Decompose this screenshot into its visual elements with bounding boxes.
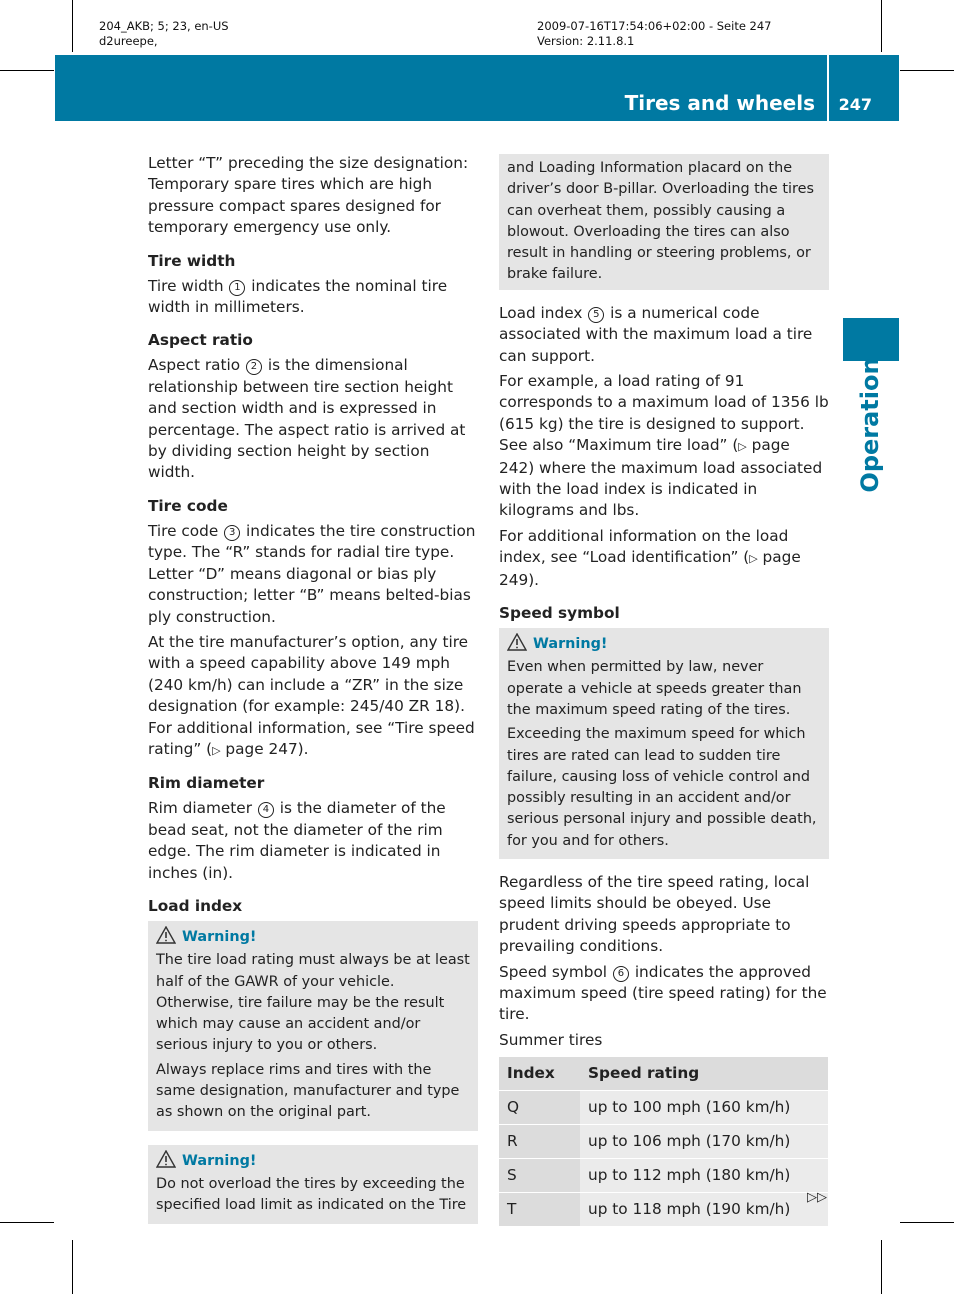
warning-triangle-icon bbox=[156, 1150, 176, 1168]
meta-line: 2009-07-16T17:54:06+02:00 - Seite 247 bbox=[537, 19, 772, 33]
regardless-paragraph: Regardless of the tire speed rating, local speed limits should be obeyed. Use prudent driving speeds appropriate to prevailing conditions. bbox=[499, 873, 810, 956]
continued-marker-icon: ▷▷ bbox=[807, 1190, 827, 1205]
cell-speed-rating: up to 112 mph (180 km/h) bbox=[580, 1159, 828, 1193]
crop-mark bbox=[72, 0, 73, 52]
summer-tires-label: Summer tires bbox=[499, 1030, 603, 1049]
warning-triangle-icon bbox=[507, 633, 527, 651]
table-header-row bbox=[499, 1057, 828, 1091]
heading-tire-code: Tire code bbox=[148, 496, 228, 515]
load-index-paragraph: Load index 5 is a numerical code associated with the maximum load a tire can support. bbox=[499, 303, 813, 365]
heading-load-index: Load index bbox=[148, 896, 243, 915]
tire-code-paragraph: Tire code 3 indicates the tire construction type. The “R” stands for radial tire type. Letter “D” means diagonal or bias ply construction; letter “B” means belted-bias ply construction. bbox=[148, 521, 476, 626]
example-paragraph: For example, a load rating of 91 corresponds to a maximum load of 1356 lb (615 kg) the tire is designed to support. See also “Maximum tire load” (▷ page 242) where the maximum load associated with the load index is indicated in kilograms and lbs. bbox=[499, 372, 829, 520]
crop-mark bbox=[72, 1240, 73, 1294]
page-reference[interactable]: page 242) where the maximum load associated with the load index is indicated in kilograms and lbs. bbox=[499, 436, 823, 520]
intro-paragraph: Letter “T” preceding the size designation: Temporary spare tires which are high pressure compact spares designed for temporary emergency use only. bbox=[148, 154, 469, 237]
crop-mark bbox=[0, 1222, 54, 1223]
warning-text: Even when permitted by law, never operate a vehicle at speeds greater than the maximum speed rating of the tires. bbox=[507, 659, 802, 718]
warning-title: Warning! bbox=[156, 1150, 470, 1172]
cell-speed-rating: up to 118 mph (190 km/h) bbox=[580, 1193, 828, 1227]
meta-line: Version: 2.11.8.1 bbox=[537, 34, 635, 48]
side-tab bbox=[843, 318, 899, 361]
tire-width-paragraph: Tire width 1 indicates the nominal tire width in millimeters. bbox=[148, 276, 448, 317]
cell-index: R bbox=[499, 1125, 580, 1159]
warning-text: and Loading Information placard on the driver’s door B-pillar. Overloading the tires can overheat them, possibly causing a blowout. Overloading the tires can also result in handling or steering problems, or brake failure. bbox=[507, 160, 814, 283]
warning-text: Do not overload the tires by exceeding the specified load limit as indicated on the Tire bbox=[156, 1175, 467, 1214]
column-header-speed-rating: Speed rating bbox=[580, 1057, 828, 1091]
page-ref-arrow-icon: ▷ bbox=[749, 552, 758, 566]
section-title: Tires and wheels bbox=[624, 91, 815, 115]
heading-speed-symbol: Speed symbol bbox=[499, 604, 620, 623]
callout-number: 5 bbox=[588, 307, 604, 323]
warning-title: Warning! bbox=[507, 633, 821, 655]
cell-speed-rating: up to 100 mph (160 km/h) bbox=[580, 1091, 828, 1125]
header-banner bbox=[55, 55, 899, 121]
callout-number: 6 bbox=[613, 966, 629, 982]
cell-index: Q bbox=[499, 1091, 580, 1125]
page-number: 247 bbox=[838, 95, 872, 114]
crop-mark bbox=[881, 1240, 882, 1294]
callout-number: 3 bbox=[224, 525, 240, 541]
heading-aspect-ratio: Aspect ratio bbox=[148, 331, 253, 350]
warning-text: The tire load rating must always be at least half of the GAWR of your vehicle. Otherwise, tire failure may be the result which may cause an accident and/or serious injury to you or others. bbox=[156, 952, 470, 1054]
page-reference[interactable]: page 247). bbox=[225, 739, 309, 758]
meta-line: 204_AKB; 5; 23, en-US bbox=[99, 19, 229, 33]
warning-box bbox=[148, 921, 478, 1131]
heading-tire-width: Tire width bbox=[148, 251, 236, 270]
crop-mark bbox=[881, 0, 882, 52]
speed-symbol-paragraph: Speed symbol 6 indicates the approved maximum speed (tire speed rating) for the tire. bbox=[499, 962, 827, 1024]
rim-diameter-paragraph: Rim diameter 4 is the diameter of the bead seat, not the diameter of the rim edge. The rim diameter is indicated in inches (in). bbox=[148, 799, 446, 882]
warning-triangle-icon bbox=[156, 926, 176, 944]
cell-index: S bbox=[499, 1159, 580, 1193]
aspect-ratio-paragraph: Aspect ratio 2 is the dimensional relationship between tire section height and section width and is expressed in percentage. The aspect ratio is arrived at by dividing section height by section width. bbox=[148, 356, 466, 482]
warning-title: Warning! bbox=[156, 926, 470, 948]
additional-info-paragraph: For additional information on the load index, see “Load identification” (▷ page 249). bbox=[499, 526, 801, 589]
table-row bbox=[499, 1091, 828, 1125]
banner-divider bbox=[827, 55, 829, 121]
crop-mark bbox=[0, 70, 54, 71]
speed-rating-table bbox=[499, 1057, 828, 1227]
print-meta-right bbox=[537, 19, 772, 49]
crop-mark bbox=[900, 1222, 954, 1223]
callout-number: 4 bbox=[258, 802, 274, 818]
callout-number: 2 bbox=[246, 359, 262, 375]
table-row bbox=[499, 1125, 828, 1159]
page-reference[interactable]: page 249). bbox=[499, 548, 801, 589]
cell-speed-rating: up to 106 mph (170 km/h) bbox=[580, 1125, 828, 1159]
page-ref-arrow-icon: ▷ bbox=[738, 440, 747, 454]
warning-box bbox=[499, 628, 829, 859]
meta-line: d2ureepe, bbox=[99, 34, 158, 48]
cell-index: T bbox=[499, 1193, 580, 1227]
heading-rim-diameter: Rim diameter bbox=[148, 774, 265, 793]
side-tab-label: Operation bbox=[856, 357, 884, 493]
warning-box-continued bbox=[499, 154, 829, 290]
left-column bbox=[148, 153, 478, 1224]
table-row bbox=[499, 1193, 828, 1227]
right-column bbox=[499, 154, 829, 1227]
page-ref-arrow-icon: ▷ bbox=[212, 743, 221, 757]
manufacturer-option-paragraph: At the tire manufacturer’s option, any tire with a speed capability above 149 mph (240 km/h) can include a “ZR” in the size designation (for example: 245/40 ZR 18). For additional information, see “Tire speed rating” (▷ page 247). bbox=[148, 632, 475, 758]
warning-text: Always replace rims and tires with the same designation, manufacturer and type as shown on the original part. bbox=[156, 1061, 460, 1121]
warning-box bbox=[148, 1145, 478, 1224]
warning-text: Exceeding the maximum speed for which tires are rated can lead to sudden tire failure, causing loss of vehicle control and possibly resulting in an accident and/or serious personal injury and possible death, for you and for others. bbox=[507, 726, 817, 849]
column-header-index: Index bbox=[499, 1057, 580, 1091]
callout-number: 1 bbox=[229, 280, 245, 296]
crop-mark bbox=[900, 70, 954, 71]
table-row bbox=[499, 1159, 828, 1193]
print-meta-left bbox=[99, 19, 229, 49]
